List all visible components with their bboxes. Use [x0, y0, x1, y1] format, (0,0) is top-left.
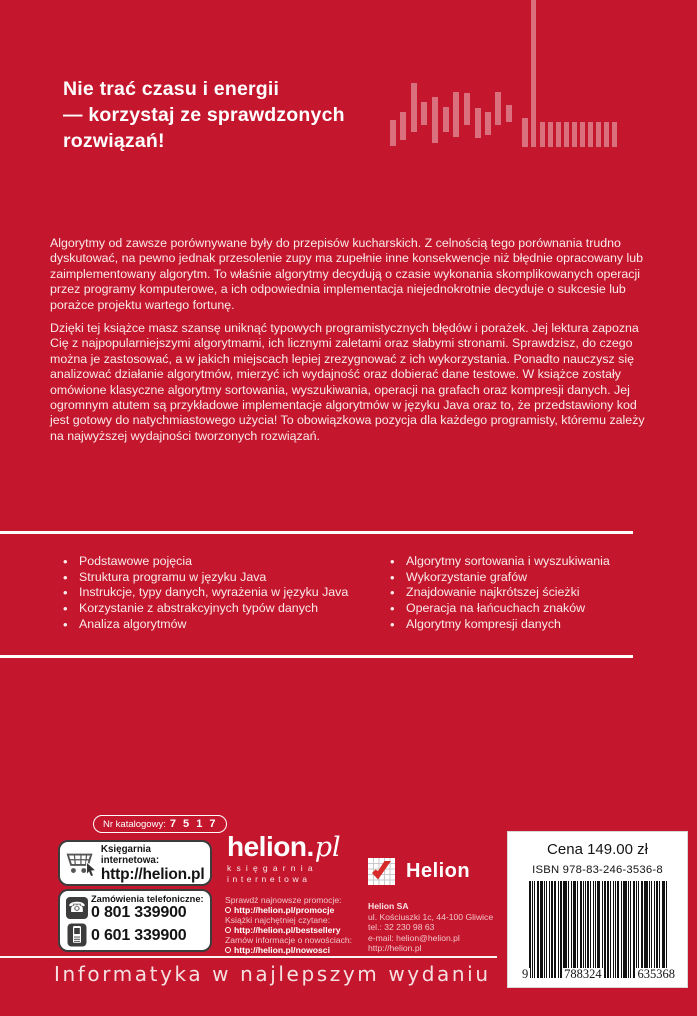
divider-line	[0, 956, 497, 958]
barcode-stripes	[529, 881, 676, 978]
address-line: ul. Kościuszki 1c, 44-100 Gliwice	[368, 911, 494, 922]
list-item: • Podstawowe pojęcia	[63, 554, 348, 570]
list-item: • Wykorzystanie grafów	[390, 570, 610, 586]
orders-label: Zamówienia telefoniczne:	[91, 894, 204, 904]
bookstore-label: Księgarnia internetowa:	[100, 843, 160, 866]
promo-label: Książki najchętniej czytane:	[225, 915, 331, 925]
bullet-ring-icon	[225, 907, 231, 913]
mobile-phone-icon	[66, 923, 88, 947]
phone-number-2: 0 601 339900	[91, 926, 187, 944]
phone-number-1: 0 801 339900	[91, 904, 187, 921]
list-item: • Struktura programu w języku Java	[63, 570, 348, 586]
publisher-tagline: Informatyka w najlepszym wydaniu	[54, 962, 491, 986]
shopping-cart-icon	[65, 847, 97, 879]
helion-pl-subtext: internetowa	[227, 873, 311, 884]
phone-orders-badge	[58, 889, 212, 952]
topics-list-right	[390, 554, 610, 633]
address-line: e-mail: helion@helion.pl	[368, 932, 460, 943]
catalog-label: Nr katalogowy:	[103, 818, 166, 830]
address-line: Helion SA	[368, 901, 409, 911]
helion-pl-logo	[227, 833, 341, 883]
isbn-label: ISBN 978-83-246-3536-8	[532, 864, 663, 876]
ean-number: 9 788324 635368	[522, 967, 675, 981]
headline	[63, 76, 345, 154]
headline-line: Nie trać czasu i energii	[63, 78, 280, 100]
helion-pl-subtext: księgarnia	[227, 863, 318, 873]
helion-pl-wordmark: helion.	[227, 831, 314, 862]
promo-url: http://helion.pl/promocje	[225, 905, 385, 915]
promo-label: Sprawdź najnowsze promocje:	[225, 895, 342, 905]
divider-line	[0, 655, 633, 658]
publisher-address	[368, 901, 493, 954]
barcode	[520, 879, 677, 981]
helion-pl-script: pl	[314, 832, 341, 863]
address-line: http://helion.pl	[368, 943, 422, 954]
description-paragraph: Algorytmy od zawsze porównywane były do przepisów kucharskich. Z celnością tego porównania trudno dyskutować, na pewno jednak przesolenie zupy ma zupełnie inne konsekwencje niż błędnie opracowany lub zaimplementowany algorytm. To właśnie algorytmy decydują o czasie wykonania skomplikowanych operacji przez programy komputerowe, a ich odpowiednia implementacja niejednokrotnie decyduje o sukcesie lub porażce projektu wartego fortunę.	[50, 236, 644, 312]
helion-check-icon	[368, 858, 395, 885]
list-item: • Znajdowanie najkrótszej ścieżki	[390, 585, 610, 601]
divider-line	[0, 531, 633, 534]
price-barcode-box	[507, 831, 688, 988]
promo-url: http://helion.pl/bestsellery	[225, 925, 385, 935]
bullet-ring-icon	[225, 947, 231, 953]
list-item: • Korzystanie z abstrakcyjnych typów danych	[63, 601, 348, 617]
list-item: • Algorytmy sortowania i wyszukiwania	[390, 554, 610, 570]
bookstore-badge	[58, 840, 212, 886]
promo-label: Zamów informacje o nowościach:	[225, 935, 353, 945]
publisher-name: Helion	[406, 860, 471, 882]
headline-line: — korzystaj ze sprawdzonych	[63, 104, 345, 126]
catalog-number-pill	[93, 815, 227, 833]
bullet-ring-icon	[225, 927, 231, 933]
list-item: • Algorytmy kompresji danych	[390, 617, 610, 633]
headline-line: rozwiązań!	[63, 130, 165, 152]
publisher-logo	[368, 858, 470, 885]
catalog-number: 7 5 1 7	[169, 818, 218, 830]
list-item: • Analiza algorytmów	[63, 617, 348, 633]
bookstore-url: http://helion.pl	[100, 865, 205, 883]
promo-url: http://helion.pl/nowosci	[225, 945, 385, 955]
address-line: tel.: 32 230 98 63	[368, 922, 435, 933]
description-paragraph: Dzięki tej książce masz szansę uniknąć typowych programistycznych błędów i porażek. Jej lektura zapozna Cię z najpopularniejszymi algorytmami, ich licznymi zaletami oraz słabymi stronami. Sprawdzisz, do czego można je zastosować, a w jakich miejscach lepiej zrezygnować z ich wykorzystania. Ponadto nauczysz się analizować działanie algorytmów, mierzyć ich wydajność oraz dobierać dane testowe. W książce zostały omówione klasyczne algorytmy sortowania, wyszukiwania, operacji na grafach oraz kompresji danych. Jej ogromnym atutem są przykładowe implementacje algorytmów w języku Java oraz to, że przedstawiony kod jest gotowy do natychmiastowego użycia! To obowiązkowa pozycja dla każdego programisty, któremu zależy na najwyższej wydajności tworzonych rozwiązań.	[50, 321, 645, 443]
price-label: Cena 149.00 zł	[547, 841, 648, 858]
promo-links	[225, 895, 385, 955]
list-item: • Operacja na łańcuchach znaków	[390, 601, 610, 617]
list-item: • Instrukcje, typy danych, wyrażenia w języku Java	[63, 585, 348, 601]
phone-handset-icon: ☎	[66, 897, 88, 919]
topics-list-left	[63, 554, 348, 633]
